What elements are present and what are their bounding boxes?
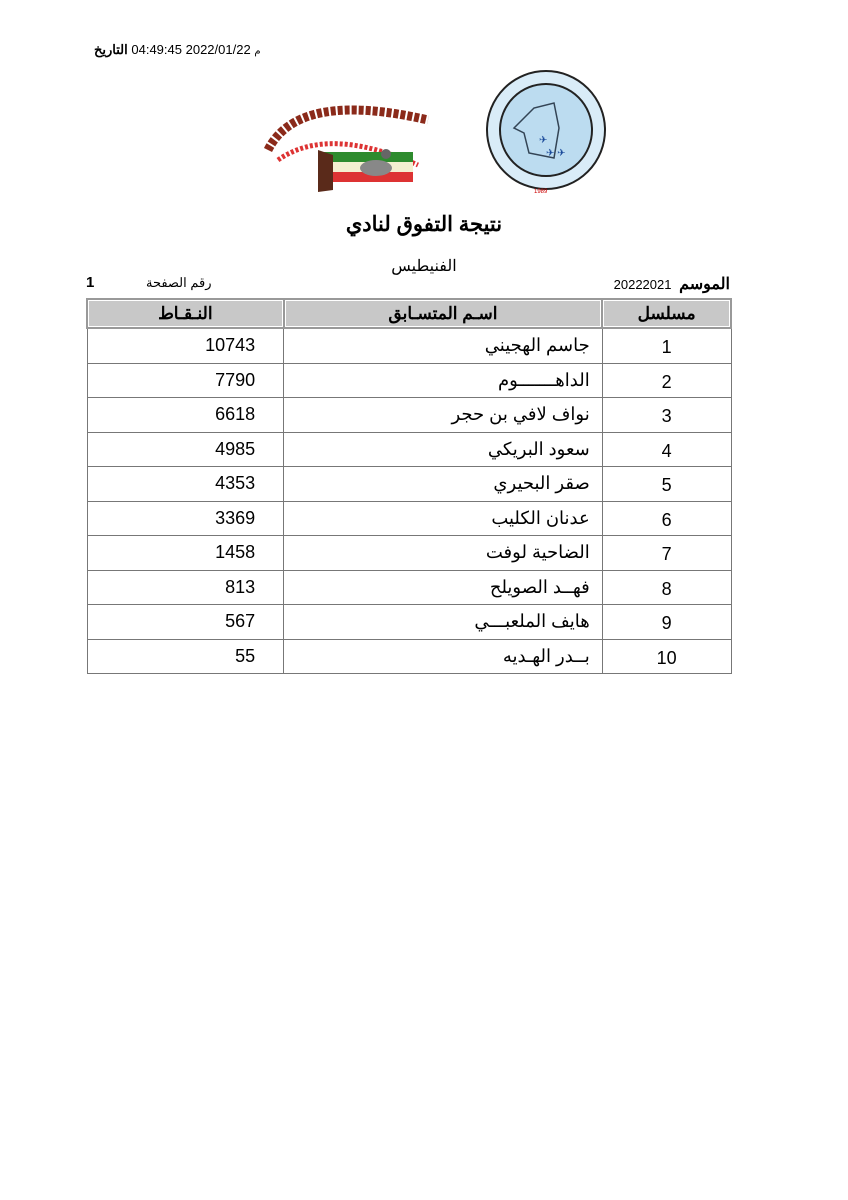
cell-points: 55 (87, 639, 284, 674)
table-row (87, 536, 731, 571)
cell-points: 4353 (87, 467, 284, 502)
header-points: النـقـاط (87, 299, 284, 328)
cell-serial: 1 (602, 328, 731, 363)
cell-name: سعود البريكي (284, 432, 603, 467)
cell-serial: 8 (602, 570, 731, 605)
cell-points: 567 (87, 605, 284, 640)
cell-name: بــدر الهـديه (284, 639, 603, 674)
club-name: الفنيطيس (391, 258, 457, 275)
svg-text:✈ ✈: ✈ ✈ (546, 148, 566, 159)
page-number (86, 274, 212, 291)
cell-serial: 6 (602, 501, 731, 536)
table-row (87, 639, 731, 674)
cell-points: 7790 (87, 363, 284, 398)
table-row (87, 363, 731, 398)
cell-name: نواف لافي بن حجر (284, 398, 603, 433)
cell-serial: 2 (602, 363, 731, 398)
cell-serial: 9 (602, 605, 731, 640)
table-header-row (87, 299, 731, 328)
date-label: التاريخ (94, 42, 128, 57)
season-label: الموسم (679, 276, 730, 293)
table-row (87, 570, 731, 605)
cell-points: 1458 (87, 536, 284, 571)
club-logo (258, 80, 444, 195)
date-value: 2022/01/22 04:49:45 (131, 42, 251, 57)
table-row (87, 605, 731, 640)
cell-points: 6618 (87, 398, 284, 433)
cell-name: جاسم الهجيني (284, 328, 603, 363)
season (614, 274, 730, 294)
table-row (87, 467, 731, 502)
table-row (87, 328, 731, 363)
cell-serial: 4 (602, 432, 731, 467)
cell-serial: 5 (602, 467, 731, 502)
table-row (87, 501, 731, 536)
cell-serial: 7 (602, 536, 731, 571)
cell-points: 10743 (87, 328, 284, 363)
cell-serial: 10 (602, 639, 731, 674)
results-table (86, 298, 732, 674)
federation-logo (484, 68, 609, 198)
cell-name: فهــد الصويلح (284, 570, 603, 605)
cell-points: 813 (87, 570, 284, 605)
cell-name: عدنان الكليب (284, 501, 603, 536)
table-row (87, 432, 731, 467)
federation-year: 1989 (534, 189, 548, 195)
cell-name: هايف الملعبـــي (284, 605, 603, 640)
cell-name: الداهـــــــوم (284, 363, 603, 398)
header-name: اسـم المتسـابق (284, 299, 603, 328)
season-value: 20222021 (613, 277, 672, 292)
page-label: رقم الصفحة (145, 275, 212, 290)
header-serial: مسلسل (602, 299, 731, 328)
cell-serial: 3 (602, 398, 731, 433)
cell-points: 3369 (87, 501, 284, 536)
print-date (80, 42, 261, 58)
table-row (87, 398, 731, 433)
cell-name: الضاحية لوفت (284, 536, 603, 571)
cell-points: 4985 (87, 432, 284, 467)
report-title: نتيجة التفوق لنادي (345, 213, 503, 236)
cell-name: صقر البحيري (284, 467, 603, 502)
date-suffix: م (254, 46, 261, 57)
page-value: 1 (86, 274, 95, 291)
svg-text:✈: ✈ (539, 135, 548, 146)
